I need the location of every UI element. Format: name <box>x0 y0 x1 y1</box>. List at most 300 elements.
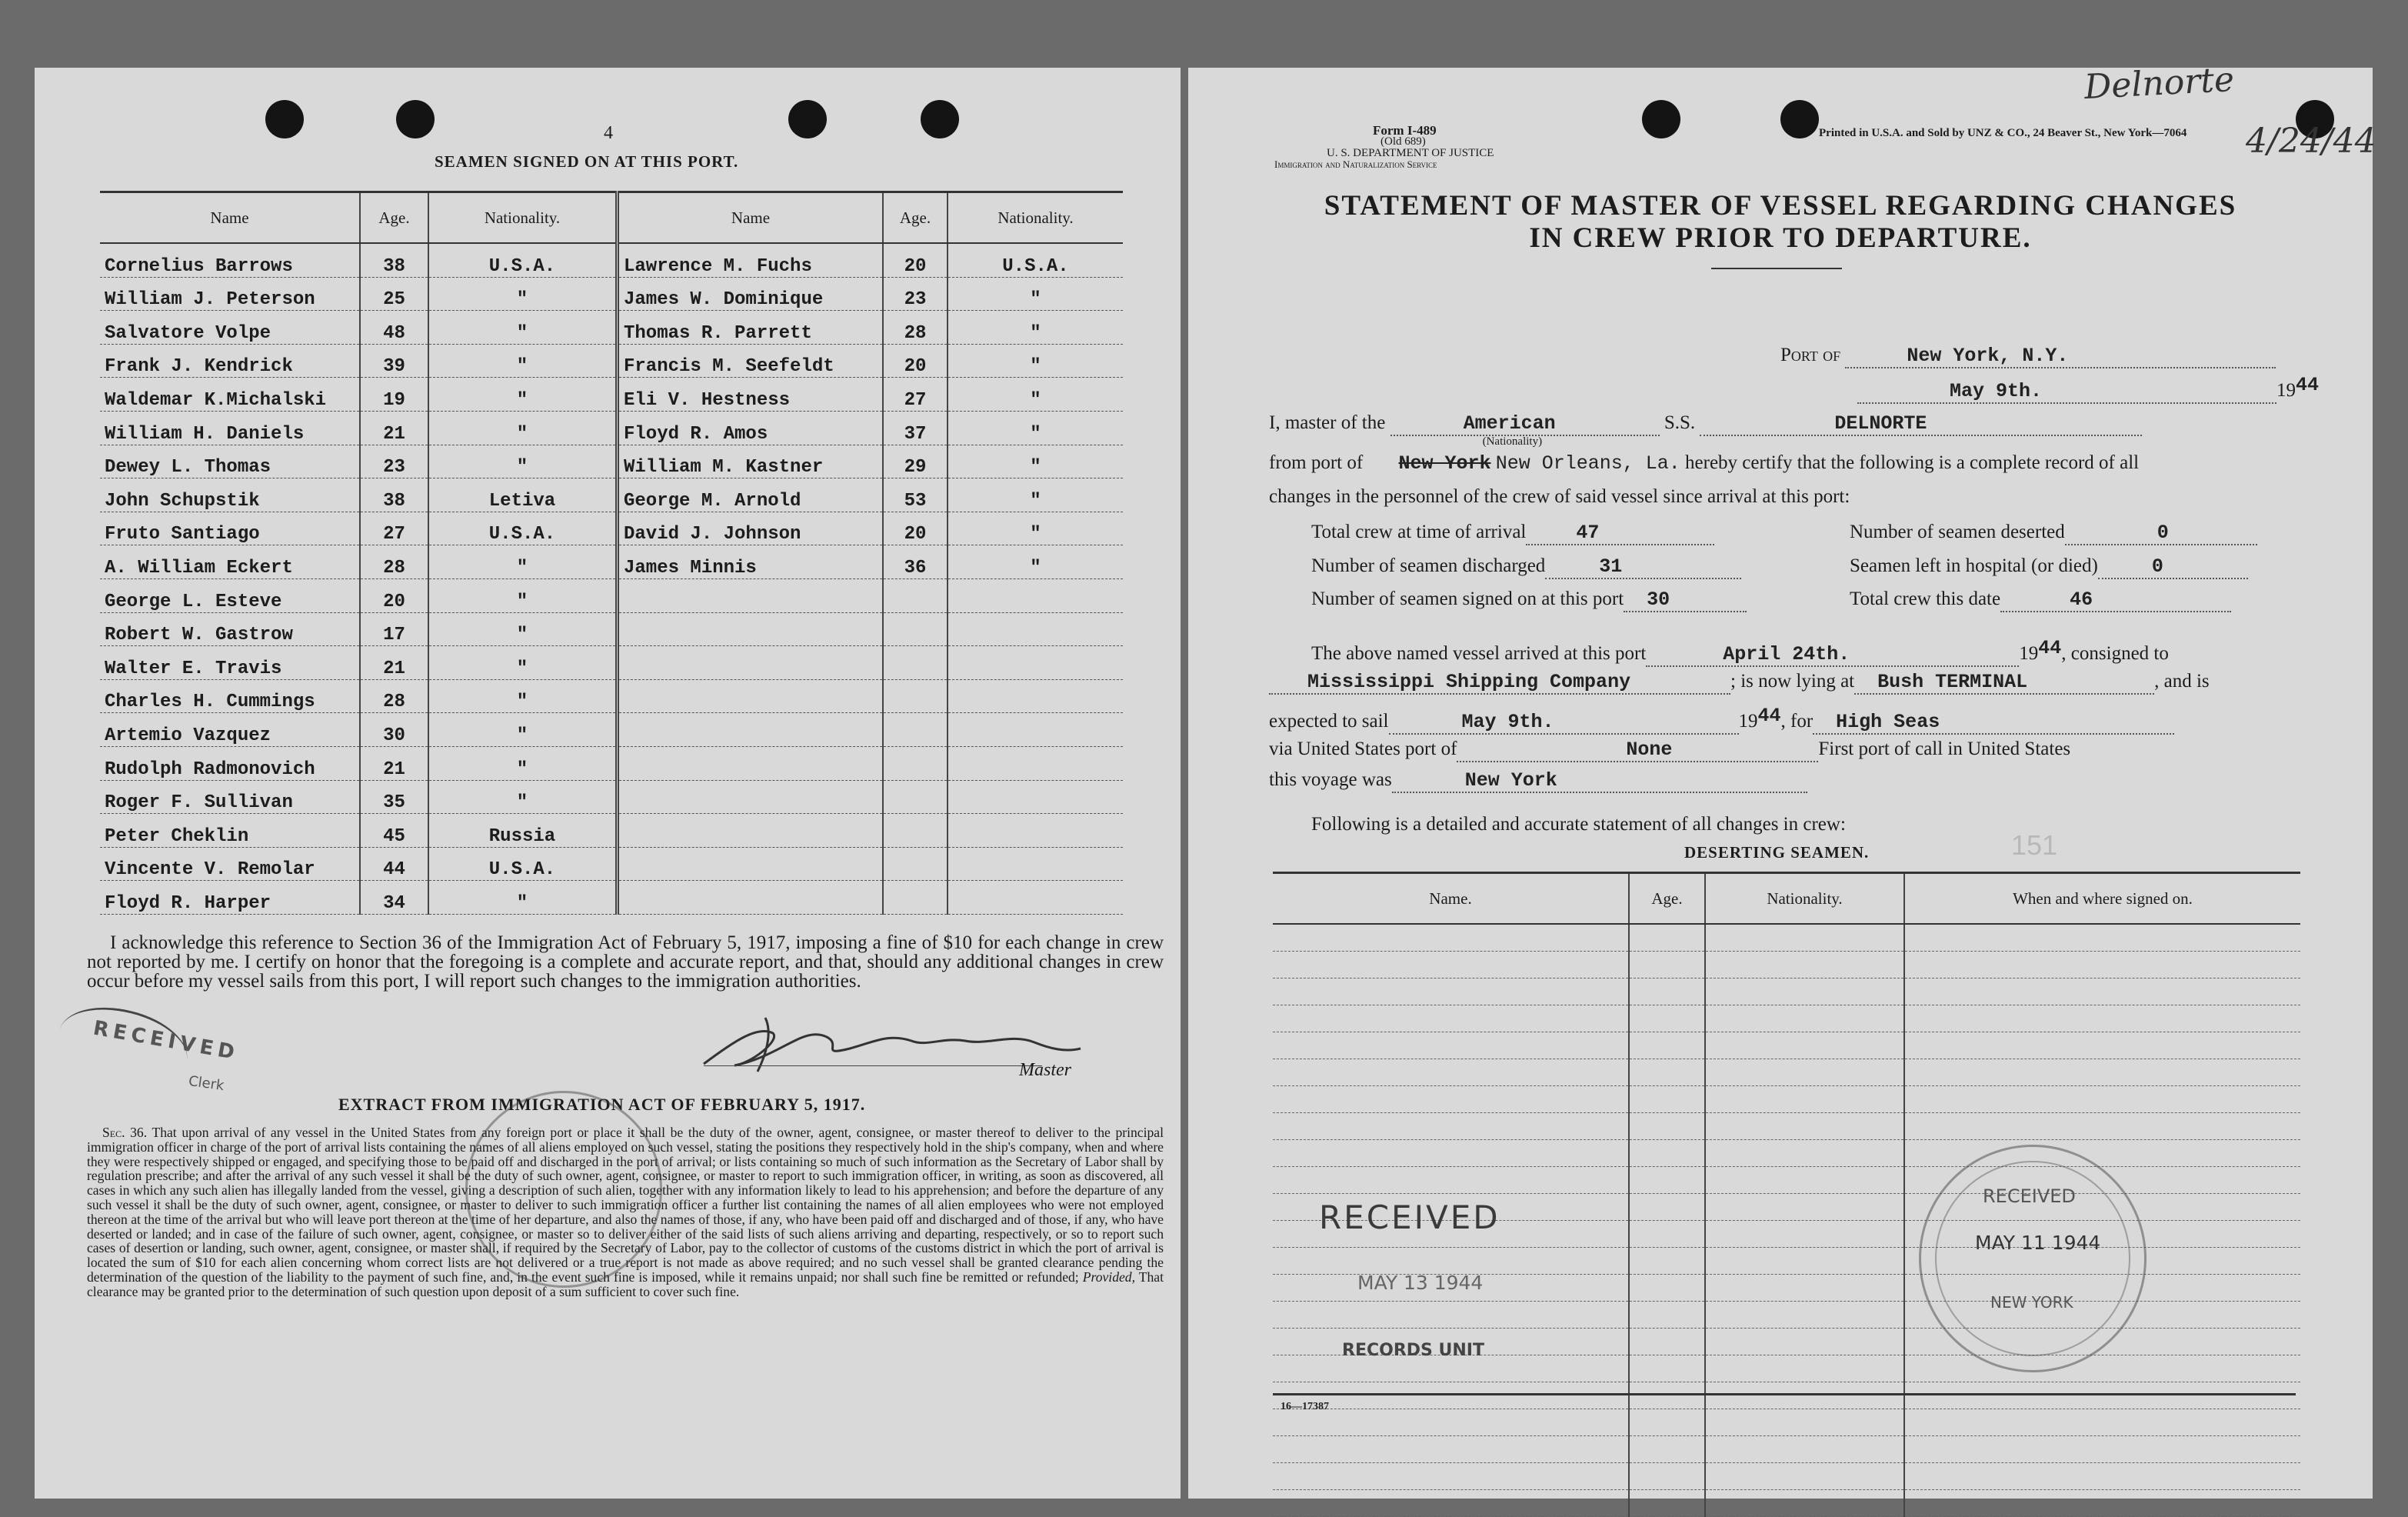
seaman-nationality: " <box>428 311 618 345</box>
crew-row <box>100 243 1123 277</box>
desert-col-age: Age. <box>1629 873 1705 925</box>
page-number: 4 <box>604 123 613 143</box>
deserting-cell <box>1629 979 1705 1005</box>
ss-label: S.S. <box>1664 412 1696 433</box>
deserting-cell <box>1904 924 2300 952</box>
deserting-cell <box>1705 1275 1904 1302</box>
expected-label: expected to sail <box>1269 711 1389 732</box>
seaman-nationality: " <box>428 713 618 747</box>
deserting-row <box>1273 1490 2300 1517</box>
seaman-name: Francis M. Seefeldt <box>618 344 884 378</box>
seaman-name: Artemio Vazquez <box>100 713 360 747</box>
seaman-age: 25 <box>360 277 428 311</box>
deserting-row <box>1273 1140 2300 1167</box>
deserting-cell <box>1629 1409 1705 1436</box>
deserting-cell <box>1904 979 2300 1005</box>
seaman-age: 48 <box>360 311 428 345</box>
punch-hole <box>396 100 435 138</box>
crew-row <box>100 612 1123 646</box>
seaman-age: 21 <box>360 646 428 680</box>
seaman-name: Robert W. Gastrow <box>100 612 360 646</box>
seaman-nationality: " <box>428 780 618 814</box>
deserting-cell <box>1629 1113 1705 1140</box>
seaman-age: 28 <box>360 545 428 579</box>
for-label: , for <box>1780 711 1813 732</box>
vessel-name: DELNORTE <box>1834 412 1927 435</box>
seaman-name: Frank J. Kendrick <box>100 344 360 378</box>
seaman-name <box>618 612 884 646</box>
seaman-nationality <box>948 679 1123 713</box>
seaman-age: 23 <box>883 277 948 311</box>
deserting-cell <box>1629 1167 1705 1194</box>
seaman-nationality <box>948 578 1123 612</box>
deserting-row <box>1273 1113 2300 1140</box>
seaman-age: 38 <box>360 478 428 512</box>
deserting-row <box>1273 1409 2300 1436</box>
seaman-name: John Schupstik <box>100 478 360 512</box>
seaman-name: A. William Eckert <box>100 545 360 579</box>
deserting-cell <box>1705 1329 1904 1355</box>
from-port-label: from port of <box>1269 452 1364 473</box>
deserting-cell <box>1904 1409 2300 1436</box>
seaman-nationality <box>948 881 1123 915</box>
seaman-name: George M. Arnold <box>618 478 884 512</box>
deserting-row <box>1273 1382 2300 1409</box>
seaman-age: 45 <box>360 814 428 848</box>
via-port: None <box>1626 738 1673 761</box>
seaman-name: Roger F. Sullivan <box>100 780 360 814</box>
punch-hole <box>1780 100 1819 138</box>
seaman-name: Vincente V. Remolar <box>100 847 360 881</box>
crew-row <box>100 746 1123 780</box>
deserting-cell <box>1629 1329 1705 1355</box>
seaman-age: 20 <box>883 344 948 378</box>
punch-hole <box>265 100 304 138</box>
col-age: Age. <box>360 192 428 244</box>
seaman-age: 28 <box>883 311 948 345</box>
seaman-age: 17 <box>360 612 428 646</box>
deserting-row <box>1273 1086 2300 1113</box>
deserting-cell <box>1629 1032 1705 1059</box>
deserting-cell <box>1629 1302 1705 1329</box>
form-title-line2: IN CREW PRIOR TO DEPARTURE. <box>1529 222 2032 254</box>
deserting-cell <box>1629 1140 1705 1167</box>
and-is: , and is <box>2154 671 2210 692</box>
deserting-cell <box>1273 1113 1629 1140</box>
consignee: Mississippi Shipping Company <box>1307 671 1631 693</box>
deserting-cell <box>1904 1490 2300 1517</box>
right-page <box>1188 59 2376 1499</box>
crew-row <box>100 713 1123 747</box>
seaman-nationality: " <box>948 445 1123 478</box>
deserting-row <box>1273 924 2300 952</box>
title-rule <box>1711 268 1842 269</box>
seaman-name: Cornelius Barrows <box>100 243 360 277</box>
crew-row <box>100 780 1123 814</box>
seaman-name: James W. Dominique <box>618 277 884 311</box>
deserting-cell <box>1705 1194 1904 1221</box>
form-old: (Old 689) <box>1381 135 1426 148</box>
seaman-nationality: Russia <box>428 814 618 848</box>
seaman-nationality <box>948 847 1123 881</box>
crew-row <box>100 411 1123 445</box>
seaman-nationality <box>948 780 1123 814</box>
seaman-nationality <box>948 612 1123 646</box>
deserting-cell <box>1273 1086 1629 1113</box>
left-page <box>35 68 1181 1499</box>
seaman-age <box>883 814 948 848</box>
seaman-age: 20 <box>360 578 428 612</box>
i-master-label: I, master of the <box>1269 412 1386 433</box>
footer-rule <box>1273 1393 2296 1395</box>
seaman-name: Walter E. Travis <box>100 646 360 680</box>
form-title-line1: STATEMENT OF MASTER OF VESSEL REGARDING CHANGES <box>1324 190 2237 222</box>
crew-row <box>100 378 1123 412</box>
deserting-cell <box>1629 1355 1705 1382</box>
col-name: Name <box>100 192 360 244</box>
seaman-nationality: " <box>948 512 1123 545</box>
seaman-nationality <box>948 814 1123 848</box>
seaman-nationality: U.S.A. <box>428 512 618 545</box>
seaman-age: 21 <box>360 411 428 445</box>
crew-row <box>100 344 1123 378</box>
crew-row <box>100 277 1123 311</box>
desert-col-signed-on: When and where signed on. <box>1904 873 2300 925</box>
seaman-name: Charles H. Cummings <box>100 679 360 713</box>
seaman-name: James Minnis <box>618 545 884 579</box>
deserting-cell <box>1705 952 1904 979</box>
round-stamp-received: RECEIVED <box>1983 1185 2076 1207</box>
deserting-cell <box>1629 1248 1705 1275</box>
seaman-nationality: " <box>428 277 618 311</box>
form-code: 16—17387 <box>1281 1401 1329 1412</box>
following-text: Following is a detailed and accurate statement of all changes in crew: <box>1311 814 1846 835</box>
round-stamp-date: MAY 11 1944 <box>1975 1232 2101 1254</box>
deserting-cell <box>1273 1059 1629 1086</box>
lying-at: Bush TERMINAL <box>1877 671 2028 693</box>
deserting-cell <box>1705 1302 1904 1329</box>
deserting-cell <box>1705 1167 1904 1194</box>
circular-stamp <box>465 1091 662 1288</box>
seaman-nationality: " <box>428 881 618 915</box>
deserting-row <box>1273 1167 2300 1194</box>
seaman-nationality: " <box>948 311 1123 345</box>
deserting-cell <box>1904 1355 2300 1382</box>
records-unit-stamp: RECORDS UNIT <box>1342 1341 1484 1360</box>
seaman-age: 35 <box>360 780 428 814</box>
seaman-age <box>883 578 948 612</box>
seaman-nationality: " <box>428 378 618 412</box>
col-nationality: Nationality. <box>948 192 1123 244</box>
seaman-name: Peter Cheklin <box>100 814 360 848</box>
deserting-cell <box>1904 1382 2300 1409</box>
seaman-age: 36 <box>883 545 948 579</box>
seaman-nationality: " <box>948 344 1123 378</box>
seaman-name <box>618 578 884 612</box>
seaman-name: Lawrence M. Fuchs <box>618 243 884 277</box>
deserting-cell <box>1629 1221 1705 1248</box>
seaman-name: Eli V. Hestness <box>618 378 884 412</box>
crew-row <box>100 814 1123 848</box>
seaman-name <box>618 646 884 680</box>
deserting-cell <box>1705 1355 1904 1382</box>
desert-col-name: Name. <box>1273 873 1629 925</box>
deserting-row <box>1273 1302 2300 1329</box>
crew-row <box>100 545 1123 579</box>
deserting-cell <box>1904 1436 2300 1463</box>
seaman-name <box>618 713 884 747</box>
seaman-nationality: " <box>428 679 618 713</box>
seaman-nationality: " <box>948 545 1123 579</box>
seaman-name <box>618 780 884 814</box>
arrived-year: 44 <box>2038 637 2062 659</box>
total-crew-arrival-label: Total crew at time of arrival <box>1311 522 1527 542</box>
total-crew-date: 46 <box>2070 588 2093 611</box>
section-label: Sec. 36. <box>102 1125 148 1140</box>
seaman-age: 19 <box>360 378 428 412</box>
deserting-row <box>1273 952 2300 979</box>
deserting-cell <box>1273 1032 1629 1059</box>
hospital-label: Seamen left in hospital (or died) <box>1850 555 2098 576</box>
port-of-label: Port of <box>1780 345 1841 365</box>
deserting-cell <box>1904 1005 2300 1032</box>
first-port-label: First port of call in United States <box>1818 738 2071 759</box>
deserting-cell <box>1629 1436 1705 1463</box>
discharged-count: 31 <box>1599 555 1623 578</box>
seaman-nationality: " <box>428 746 618 780</box>
col-nationality: Nationality. <box>428 192 618 244</box>
deserted-count: 0 <box>2157 522 2169 544</box>
seaman-age: 34 <box>360 881 428 915</box>
deserting-cell <box>1705 1113 1904 1140</box>
seaman-age: 53 <box>883 478 948 512</box>
seaman-name: David J. Johnson <box>618 512 884 545</box>
punch-hole <box>788 100 827 138</box>
seaman-name <box>618 814 884 848</box>
deserting-cell <box>1629 952 1705 979</box>
round-receipt-stamp <box>1919 1145 2147 1372</box>
deserting-row <box>1273 1032 2300 1059</box>
deserting-cell <box>1273 979 1629 1005</box>
seaman-nationality <box>948 746 1123 780</box>
deserting-cell <box>1273 1167 1629 1194</box>
nationality-caption: (Nationality) <box>1482 435 1543 448</box>
deserting-cell <box>1629 1382 1705 1409</box>
year-prefix: 19 <box>2019 643 2039 664</box>
seaman-age: 23 <box>360 445 428 478</box>
printer-line: Printed in U.S.A. and Sold by UNZ & CO., 24 Beaver St., New York—7064 <box>1819 127 2187 139</box>
deserting-cell <box>1629 1194 1705 1221</box>
deserting-cell <box>1273 1140 1629 1167</box>
year-prefix: 19 <box>2276 380 2296 401</box>
seamen-signed-table <box>100 191 1123 915</box>
sail-date: May 9th. <box>1461 711 1554 733</box>
extract-end: That clearance may be granted prior to the determination of such question upon deposit of a sum sufficient to cover such fine. <box>87 1269 1164 1299</box>
deserting-cell <box>1705 1463 1904 1490</box>
date-value: May 9th. <box>1950 380 2043 402</box>
seaman-age <box>883 780 948 814</box>
seaman-age: 27 <box>360 512 428 545</box>
consigned-label: , consigned to <box>2061 643 2169 664</box>
signed-on-count: 30 <box>1647 588 1670 611</box>
deserting-cell <box>1629 1490 1705 1517</box>
crew-row <box>100 478 1123 512</box>
deserting-cell <box>1705 924 1904 952</box>
seaman-age: 20 <box>883 243 948 277</box>
deserting-cell <box>1273 1436 1629 1463</box>
service: Immigration and Naturalization Service <box>1274 158 1437 170</box>
seaman-name <box>618 847 884 881</box>
seaman-name: William J. Peterson <box>100 277 360 311</box>
deserting-cell <box>1629 1086 1705 1113</box>
department: U. S. DEPARTMENT OF JUSTICE <box>1327 147 1494 159</box>
seaman-nationality: U.S.A. <box>948 243 1123 277</box>
seaman-name: Salvatore Volpe <box>100 311 360 345</box>
seaman-nationality: " <box>428 445 618 478</box>
deserting-cell <box>1904 1059 2300 1086</box>
seaman-name: Fruto Santiago <box>100 512 360 545</box>
provided-word: Provided, <box>1082 1269 1136 1285</box>
seaman-nationality: " <box>428 646 618 680</box>
deserting-cell <box>1705 1032 1904 1059</box>
deserting-cell <box>1629 1005 1705 1032</box>
deserting-cell <box>1273 924 1629 952</box>
received-stamp-date: MAY 13 1944 <box>1357 1272 1484 1294</box>
seaman-nationality: " <box>428 545 618 579</box>
deserting-heading: DESERTING SEAMEN. <box>1684 843 1870 862</box>
voyage-label: this voyage was <box>1269 769 1392 790</box>
arrived-date: April 24th. <box>1723 643 1850 665</box>
seaman-age: 37 <box>883 411 948 445</box>
from-port-value: New Orleans, La. <box>1495 452 1680 475</box>
nationality-value: American <box>1463 412 1556 435</box>
seaman-name: Floyd R. Harper <box>100 881 360 915</box>
seaman-age: 39 <box>360 344 428 378</box>
deserting-cell <box>1705 1059 1904 1086</box>
changes-text: changes in the personnel of the crew of said vessel since arrival at this port: <box>1269 486 1850 507</box>
col-name: Name <box>618 192 884 244</box>
round-stamp-city: NEW YORK <box>1990 1293 2073 1312</box>
crew-row <box>100 445 1123 478</box>
deserting-cell <box>1273 952 1629 979</box>
crew-row <box>100 679 1123 713</box>
received-stamp: RECEIVED <box>1319 1199 1500 1236</box>
deserting-row <box>1273 1463 2300 1490</box>
signature-line <box>704 1065 1042 1066</box>
deserting-cell <box>1705 979 1904 1005</box>
seaman-name: Rudolph Radmonovich <box>100 746 360 780</box>
year-value: 44 <box>2296 374 2320 396</box>
year-prefix: 19 <box>1738 711 1758 732</box>
seaman-nationality: Letiva <box>428 478 618 512</box>
col-age: Age. <box>883 192 948 244</box>
deserting-cell <box>1629 924 1705 952</box>
deserting-cell <box>1273 1005 1629 1032</box>
crew-row <box>100 847 1123 881</box>
deserting-cell <box>1904 952 2300 979</box>
seaman-nationality: " <box>428 612 618 646</box>
desert-col-nationality: Nationality. <box>1705 873 1904 925</box>
signed-on-label: Number of seamen signed on at this port <box>1311 588 1624 609</box>
deserting-cell <box>1904 1032 2300 1059</box>
seaman-age <box>883 612 948 646</box>
extract-body: That upon arrival of any vessel in the United States from any foreign port or place it shall be the duty of the owner, agent, consignee, or master thereof to deliver to the principal immigration officer in charge of the port of arrival lists containing the names of all aliens employed on such vessel, stating the positions they respectively hold in the ship's company, when and where they were respectively shipped or engaged, and specifying those to be paid off and discharged in the port of arrival; or lists containing so much of such information as the Secretary of Labor shall by regulation prescribe; and after the arrival of any such vessel it shall be the duty of such owner, agent, consignee, or master to report to such immigration officer, in writing, as soon as discovered, all cases in which any such alien has illegally landed from the vessel, giving a description of such alien, together with any information likely to lead to his apprehension; and before the departure of any such vessel it shall be the duty of such owner, agent, consignee, or master to deliver to such immigration officer a further list containing the names of all alien employees who were not employed thereon at the time of the arrival but who will leave port thereon at the time of her departure, and also the names of those, if any, who have been paid off and discharged and of those, if any, who have deserted or landed; and in case of the failure of such owner, agent, consignee, or master so to deliver either of the said lists of such aliens arriving and departing, respectively, or so to report such cases of desertion or landing, such owner, agent, consignee, or master shall, if required by the Secretary of Labor, pay to the collector of customs of the customs district in which the port of arrival is located the sum of $10 for each alien concerning whom correct lists are not delivered or a true report is not made as above required; and no such vessel shall be granted clearance pending the determination of the question of the liability to the payment of such fine, and, in the event such fine is imposed, while it remains unpaid; nor shall such fine be remitted or refunded; <box>87 1125 1164 1285</box>
deserting-cell <box>1629 1275 1705 1302</box>
punch-hole <box>1642 100 1680 138</box>
total-crew-arrival: 47 <box>1576 522 1600 544</box>
seaman-name: Thomas R. Parrett <box>618 311 884 345</box>
seaman-name: Dewey L. Thomas <box>100 445 360 478</box>
seaman-nationality: " <box>948 378 1123 412</box>
seaman-nationality: " <box>948 277 1123 311</box>
deserting-cell <box>1705 1140 1904 1167</box>
extract-heading: EXTRACT FROM IMMIGRATION ACT OF FEBRUARY 5, 1917. <box>338 1095 866 1114</box>
deserting-cell <box>1904 1086 2300 1113</box>
deserting-cell <box>1705 1005 1904 1032</box>
deserting-cell <box>1629 1059 1705 1086</box>
discharged-label: Number of seamen discharged <box>1311 555 1546 576</box>
form-number: Form I-489 <box>1373 123 1437 138</box>
seaman-nationality: " <box>428 344 618 378</box>
acknowledgement-text: I acknowledge this reference to Section 36 of the Immigration Act of February 5, 1917, imposing a fine of $10 for each change in crew not reported by me. I certify on honor that the foregoing is a complete and accurate report, and that, should any additional changes in crew occur before my vessel sails from this port, I will report such changes to the immigration authorities. <box>87 932 1164 992</box>
seaman-nationality: U.S.A. <box>428 847 618 881</box>
seaman-age <box>883 713 948 747</box>
certify-text: hereby certify that the following is a complete record of all <box>1685 452 2140 473</box>
seaman-age: 21 <box>360 746 428 780</box>
deserting-cell <box>1904 1463 2300 1490</box>
master-label: Master <box>1019 1060 1071 1080</box>
crew-row <box>100 646 1123 680</box>
hospital-count: 0 <box>2151 555 2163 578</box>
seaman-age: 44 <box>360 847 428 881</box>
seaman-name: Waldemar K.Michalski <box>100 378 360 412</box>
seaman-age <box>883 847 948 881</box>
seaman-age <box>883 881 948 915</box>
seaman-name: Floyd R. Amos <box>618 411 884 445</box>
seaman-age: 27 <box>883 378 948 412</box>
deserting-cell <box>1705 1221 1904 1248</box>
crew-row <box>100 512 1123 545</box>
deserting-cell <box>1629 1463 1705 1490</box>
seaman-name: George L. Esteve <box>100 578 360 612</box>
seaman-name <box>618 746 884 780</box>
deserting-cell <box>1705 1436 1904 1463</box>
deserting-cell <box>1273 1490 1629 1517</box>
deserting-cell <box>1705 1490 1904 1517</box>
received-stamp: RECEIVED <box>91 1016 241 1065</box>
seaman-name: William H. Daniels <box>100 411 360 445</box>
crew-row <box>100 311 1123 345</box>
seaman-nationality: " <box>428 578 618 612</box>
destination: High Seas <box>1836 711 1940 733</box>
seaman-age: 20 <box>883 512 948 545</box>
handwritten-date: 4/24/44 <box>2246 122 2376 161</box>
total-crew-date-label: Total crew this date <box>1850 588 2001 609</box>
seaman-age: 38 <box>360 243 428 277</box>
sail-year: 44 <box>1757 705 1781 727</box>
clerk-stamp: Clerk <box>187 1072 225 1095</box>
crew-row <box>100 578 1123 612</box>
deserting-cell <box>1705 1409 1904 1436</box>
from-port-struck: New York <box>1398 452 1491 475</box>
deserting-cell <box>1705 1086 1904 1113</box>
seaman-nationality: " <box>948 411 1123 445</box>
deserting-cell <box>1904 1113 2300 1140</box>
deserting-cell <box>1705 1248 1904 1275</box>
lying-label: ; is now lying at <box>1730 671 1855 692</box>
deserting-cell <box>1273 1463 1629 1490</box>
seaman-name <box>618 881 884 915</box>
